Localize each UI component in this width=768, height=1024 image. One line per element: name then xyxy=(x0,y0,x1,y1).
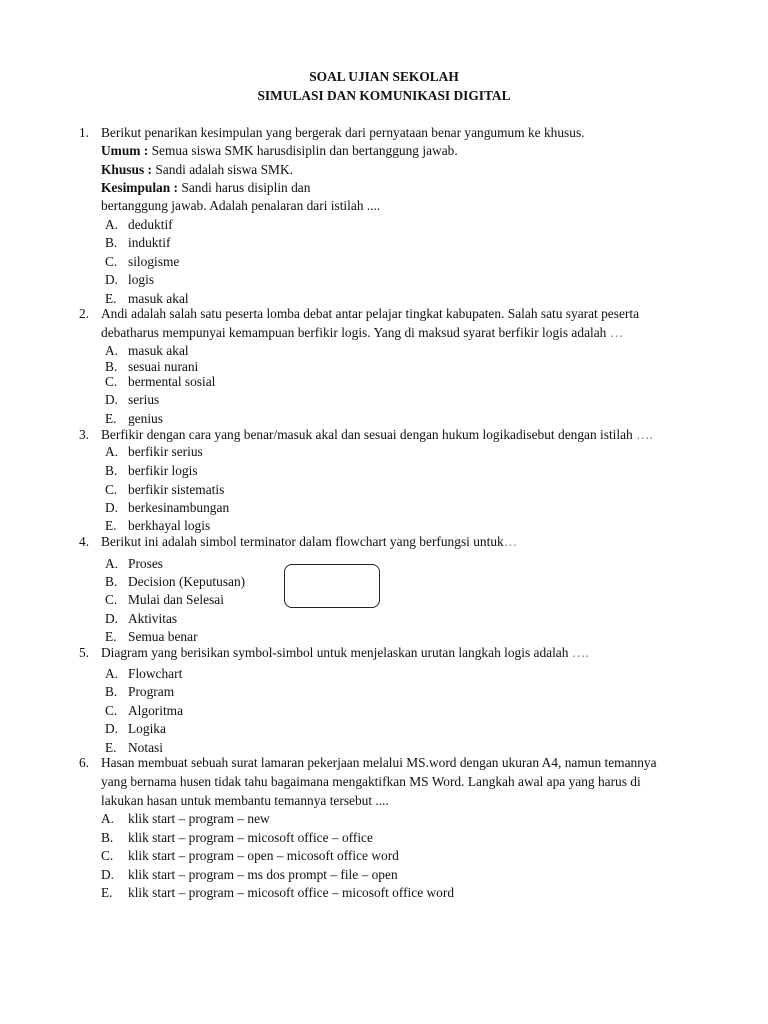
option-text: Logika xyxy=(128,721,166,736)
option-letter: A. xyxy=(105,444,119,459)
option-letter: A. xyxy=(105,343,119,358)
question-ellipsis: … xyxy=(609,325,624,340)
option-text: deduktif xyxy=(128,217,173,232)
question-text xyxy=(101,535,517,548)
option-text: Notasi xyxy=(128,740,163,755)
question-number: 1. xyxy=(79,125,90,140)
option-letter: B. xyxy=(105,359,118,374)
umum-text: Semua siswa SMK harusdisiplin dan bertanggung jawab. xyxy=(151,143,458,158)
option-letter: E. xyxy=(105,291,117,306)
option-letter: D. xyxy=(105,721,119,736)
option-letter: B. xyxy=(101,830,114,845)
option-text: Flowchart xyxy=(128,666,183,681)
option-text: Decision (Keputusan) xyxy=(128,574,246,589)
option-letter: C. xyxy=(105,482,118,497)
option-text: berkesinambungan xyxy=(128,500,230,515)
kesimpulan-text: Sandi harus disiplin dan xyxy=(181,180,311,195)
option-letter: E. xyxy=(105,411,117,426)
flowchart-terminator-symbol xyxy=(284,564,380,608)
option-text: genius xyxy=(128,411,163,426)
umum-label: Umum : xyxy=(101,143,149,158)
option-letter: C. xyxy=(105,592,118,607)
kesimpulan-label: Kesimpulan : xyxy=(101,180,179,195)
question-text: Berikut penarikan kesimpulan yang bergerak dari pernyataan benar yangumum ke khusus. xyxy=(101,125,585,140)
question-number: 3. xyxy=(79,427,90,442)
option-text: Semua benar xyxy=(128,629,198,644)
option-text: bermental sosial xyxy=(128,374,216,389)
option-text: sesuai nurani xyxy=(128,359,199,374)
exam-title: SOAL UJIAN SEKOLAH xyxy=(309,69,459,84)
question-text: lakukan hasan untuk membantu temannya tersebut .... xyxy=(101,793,389,808)
khusus-text: Sandi adalah siswa SMK. xyxy=(155,162,293,177)
question-text: Hasan membuat sebuah surat lamaran pekerjaan melalui MS.word dengan ukuran A4, namun temannya xyxy=(101,755,657,770)
option-letter: B. xyxy=(105,463,118,478)
option-letter: E. xyxy=(105,518,117,533)
question-text-khusus xyxy=(101,163,293,176)
option-text: berfikir logis xyxy=(128,463,198,478)
question-ellipsis: …. xyxy=(636,427,653,442)
option-text: klik start – program – ms dos prompt – file – open xyxy=(128,867,398,882)
option-letter: A. xyxy=(105,666,119,681)
option-letter: C. xyxy=(105,374,118,389)
option-letter: D. xyxy=(105,611,119,626)
question-text-main: Berfikir dengan cara yang benar/masuk akal dan sesuai dengan hukum logikadisebut dengan istilah xyxy=(101,427,633,442)
option-text: berkhayal logis xyxy=(128,518,211,533)
option-letter: A. xyxy=(101,811,115,826)
option-text: masuk akal xyxy=(128,291,189,306)
question-text-umum xyxy=(101,144,458,157)
question-ellipsis: …. xyxy=(571,645,589,660)
exam-subtitle: SIMULASI DAN KOMUNIKASI DIGITAL xyxy=(257,88,511,103)
option-text: masuk akal xyxy=(128,343,189,358)
option-letter: B. xyxy=(105,574,118,589)
option-text: klik start – program – open – micosoft office word xyxy=(128,848,399,863)
option-letter: D. xyxy=(105,392,119,407)
option-text: berfikir serius xyxy=(128,444,203,459)
khusus-label: Khusus : xyxy=(101,162,152,177)
option-letter: C. xyxy=(105,254,118,269)
option-text: Mulai dan Selesai xyxy=(128,592,224,607)
option-letter: C. xyxy=(105,703,118,718)
question-text-main: Diagram yang berisikan symbol-simbol untuk menjelaskan urutan langkah logis adalah xyxy=(101,645,569,660)
option-letter: D. xyxy=(105,272,119,287)
option-text: klik start – program – micosoft office – office xyxy=(128,830,373,845)
question-text-kesimpulan xyxy=(101,181,310,194)
option-text: silogisme xyxy=(128,254,180,269)
question-text: Andi adalah salah satu peserta lomba debat antar pelajar tingkat kabupaten. Salah satu syarat peserta xyxy=(101,306,640,321)
option-letter: A. xyxy=(105,556,119,571)
option-text: induktif xyxy=(128,235,171,250)
option-letter: E. xyxy=(101,885,113,900)
option-letter: D. xyxy=(101,867,115,882)
question-text: bertanggung jawab. Adalah penalaran dari istilah .... xyxy=(101,198,381,213)
option-text: klik start – program – micosoft office – micosoft office word xyxy=(128,885,455,900)
question-text: yang bernama husen tidak tahu bagaimana mengaktifkan MS Word. Langkah awal apa yang harus di xyxy=(101,774,641,789)
option-letter: D. xyxy=(105,500,119,515)
option-letter: B. xyxy=(105,235,118,250)
option-text: Program xyxy=(128,684,175,699)
option-text: Proses xyxy=(128,556,163,571)
question-text xyxy=(101,646,589,659)
question-number: 6. xyxy=(79,755,90,770)
option-letter: C. xyxy=(101,848,114,863)
option-text: Aktivitas xyxy=(128,611,178,626)
question-number: 2. xyxy=(79,306,90,321)
question-ellipsis: … xyxy=(503,534,518,549)
question-text-main: Berikut ini adalah simbol terminator dalam flowchart yang berfungsi untuk xyxy=(101,534,504,549)
option-text: klik start – program – new xyxy=(128,811,270,826)
option-text: serius xyxy=(128,392,160,407)
option-letter: A. xyxy=(105,217,119,232)
option-letter: E. xyxy=(105,629,117,644)
question-text xyxy=(101,428,653,441)
question-number: 4. xyxy=(79,534,90,549)
option-text: Algoritma xyxy=(128,703,184,718)
option-letter: E. xyxy=(105,740,117,755)
question-text xyxy=(101,326,623,339)
question-number: 5. xyxy=(79,645,90,660)
option-letter: B. xyxy=(105,684,118,699)
question-text-main: debatharus mempunyai kemampuan berfikir logis. Yang di maksud syarat berfikir logis adalah xyxy=(101,325,607,340)
option-text: berfikir sistematis xyxy=(128,482,225,497)
option-text: logis xyxy=(128,272,155,287)
